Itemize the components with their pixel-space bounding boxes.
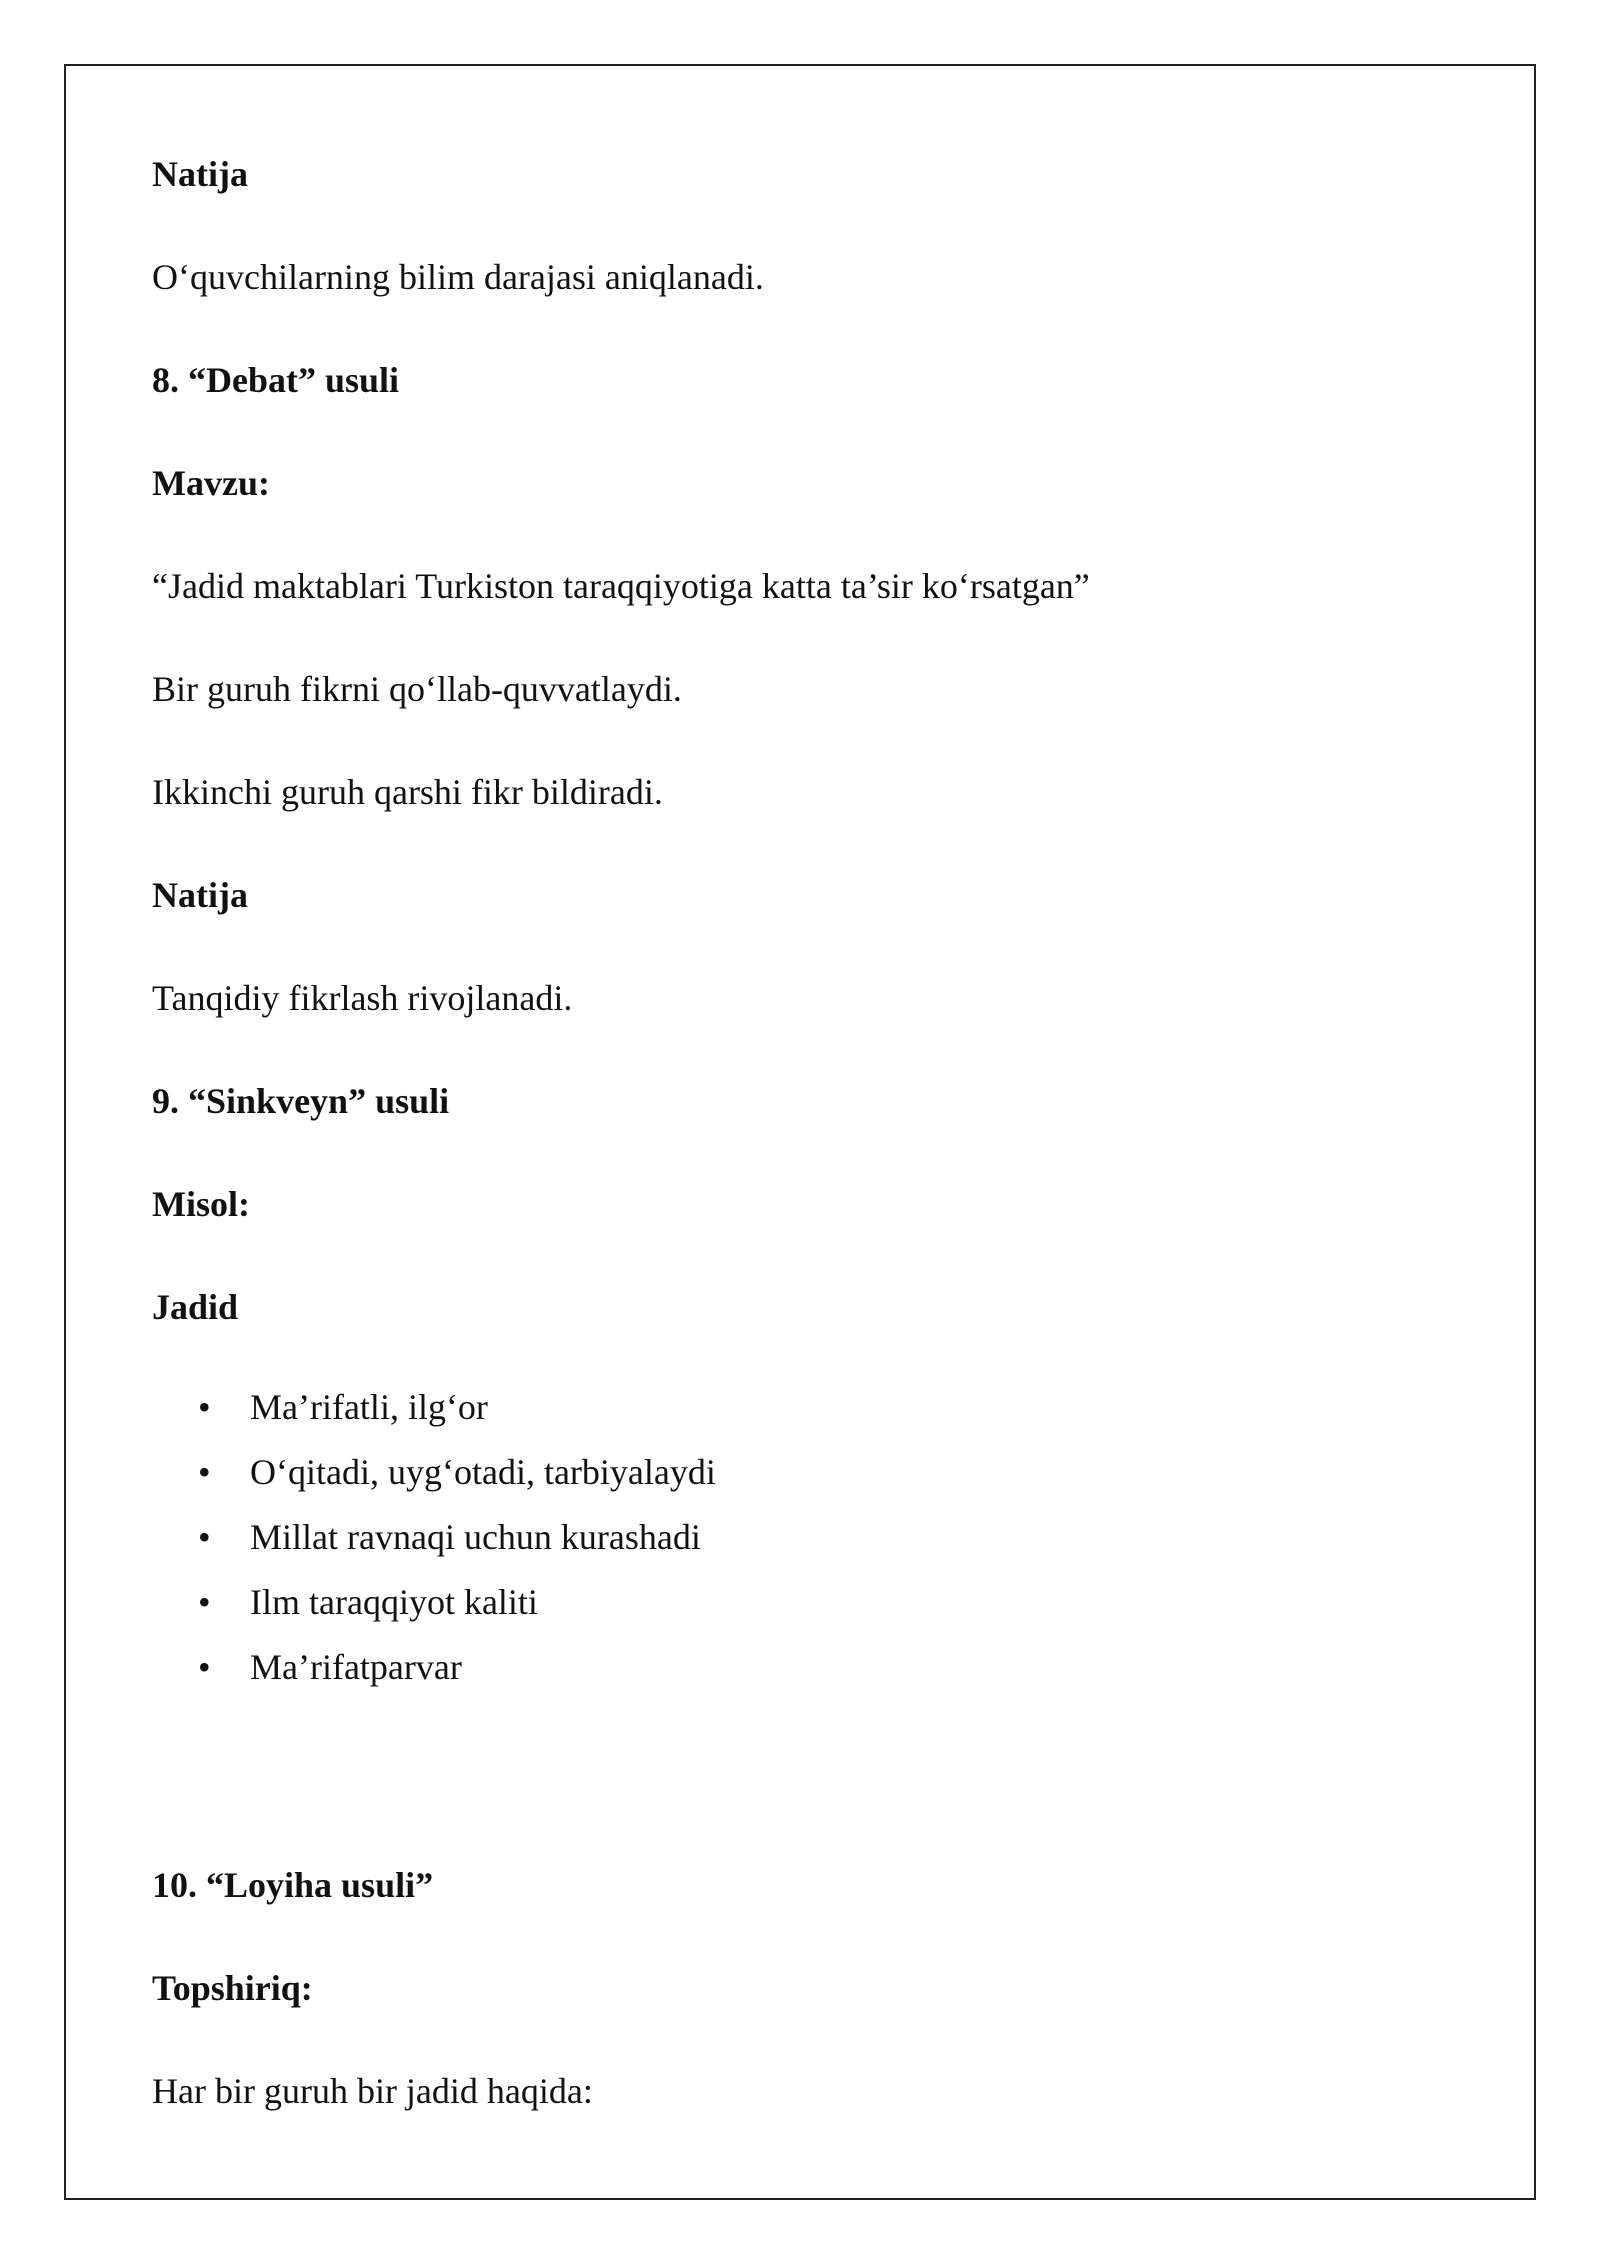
paragraph-bilim-darajasi: O‘quvchilarning bilim darajasi aniqlanadi. <box>152 257 764 297</box>
list-item-text: Ma’rifatparvar <box>250 1647 462 1687</box>
paragraph-debat-topic: “Jadid maktablari Turkiston taraqqiyotiga katta ta’sir ko‘rsatgan” <box>152 566 1090 606</box>
heading-debat-usuli: 8. “Debat” usuli <box>152 360 400 400</box>
heading-sinkveyn-usuli: 9. “Sinkveyn” usuli <box>152 1081 450 1121</box>
label-topshiriq: Topshiriq: <box>152 1968 313 2008</box>
heading-loyiha-usuli: 10. “Loyiha usuli” <box>152 1865 434 1905</box>
list-item-text: O‘qitadi, uyg‘otadi, tarbiyalaydi <box>250 1452 716 1492</box>
paragraph-group-two: Ikkinchi guruh qarshi fikr bildiradi. <box>152 772 663 812</box>
list-item <box>152 1645 716 1710</box>
bullet-icon: • <box>198 1452 211 1492</box>
list-item <box>152 1580 716 1645</box>
label-misol: Misol: <box>152 1184 250 1224</box>
label-mavzu: Mavzu: <box>152 463 270 503</box>
paragraph-har-bir-guruh: Har bir guruh bir jadid haqida: <box>152 2071 593 2111</box>
sinkveyn-bullet-list <box>152 1385 716 1710</box>
bullet-icon: • <box>198 1647 211 1687</box>
bullet-icon: • <box>198 1387 211 1427</box>
list-item-text: Millat ravnaqi uchun kurashadi <box>250 1517 701 1557</box>
list-item-text: Ma’rifatli, ilg‘or <box>250 1387 488 1427</box>
list-item <box>152 1385 716 1450</box>
paragraph-group-one: Bir guruh fikrni qo‘llab-quvvatlaydi. <box>152 669 682 709</box>
heading-jadid: Jadid <box>152 1287 239 1327</box>
list-item-text: Ilm taraqqiyot kaliti <box>250 1582 538 1622</box>
paragraph-tanqidiy-fikrlash: Tanqidiy fikrlash rivojlanadi. <box>152 978 573 1018</box>
list-item <box>152 1450 716 1515</box>
heading-natija-2: Natija <box>152 875 248 915</box>
list-item <box>152 1515 716 1580</box>
bullet-icon: • <box>198 1582 211 1622</box>
bullet-icon: • <box>198 1517 211 1557</box>
heading-natija-1: Natija <box>152 154 248 194</box>
